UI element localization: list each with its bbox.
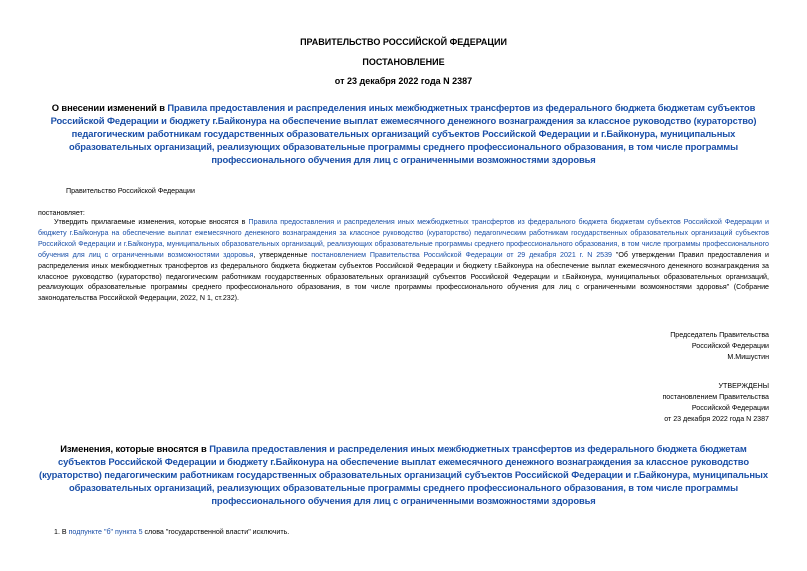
decree-link[interactable]: постановлением Правительства Российской Федерации от 29 декабря 2021 г. N 2539: [311, 250, 612, 259]
title-prefix: О внесении изменений в: [51, 102, 168, 113]
changes-title-link[interactable]: Правила предоставления и распределения иных межбюджетных трансфертов из федерального бюджета бюджетам субъектов Российской Федерации и бюджету г.Байконура на обеспечение выплат ежемесячного денежного вознаграждения за классное руководство (кураторство) педагогическим работникам государственных образовательных организаций субъектов Российской Федерации и г.Байконура, муниципальных образовательных организаций, реализующих образовательные программы среднего профессионального образования, в том числе программы профессионального обучения для лиц с ограниченными возможностями здоровья: [39, 443, 768, 506]
rules-link[interactable]: Правила предоставления и распределения иных межбюджетных трансфертов из федерального бюджета бюджетам субъектов Российской Федерации и бюджету г.Байконура на обеспечение выплат ежемесячного денежного вознаграждения за классное руководство (кураторство) педагогическим работникам государственных образовательных организаций субъектов Российской Федерации и г.Байконура, муниципальных образовательных организаций, реализующих образовательные программы среднего профессионального образования, в том числе программы профессионального обучения для лиц с ограниченными возможностями здоровья: [38, 218, 769, 259]
doc-type: ПОСТАНОВЛЕНИЕ: [362, 57, 445, 67]
government-line: Правительство Российской Федерации: [66, 187, 195, 195]
government-header: ПРАВИТЕЛЬСТВО РОССИЙСКОЙ ФЕДЕРАЦИИ: [300, 37, 507, 47]
changes-title: [38, 442, 769, 507]
item1-suffix: слова "государственной власти" исключить.: [142, 528, 290, 536]
doc-date-number: от 23 декабря 2022 года N 2387: [334, 76, 473, 86]
signature-name: М.Мишустин: [727, 352, 769, 361]
main-paragraph: [38, 217, 769, 304]
item1-subclause-link[interactable]: подпункте "б" пункта 5: [68, 528, 143, 536]
approved-line-4: от 23 декабря 2022 года N 2387: [664, 414, 769, 423]
signature-line-2: Российской Федерации: [691, 341, 769, 350]
approved-line-3: Российской Федерации: [691, 403, 769, 412]
approved-line-2: постановлением Правительства: [662, 392, 769, 401]
signature-line-1: Председатель Правительства: [670, 331, 769, 339]
para-text-a: Утвердить прилагаемые изменения, которые вносятся в: [54, 218, 249, 226]
para-text-c: "Об утверждении Правил предоставления и распределения иных межбюджетных трансфертов из федерального бюджета бюджетам субъектов Российской Федерации и бюджету г.Байконура на обеспечение выплат ежемесячного денежного вознаграждения за классное руководство (кураторство) педагогическим работникам государственных образовательных организаций субъектов Российской Федерации и г.Байконура, муниципальных образовательных организаций, реализующих образовательные программы среднего профессионального образования, в том числе программы профессионального обучения для лиц с ограниченными возможностями здоровья" (Собрание законодательства Российской Федерации, 2022, N 1, ст.232).: [38, 250, 770, 303]
resolves-word: постановляет:: [38, 209, 85, 217]
approved-block: [662, 381, 769, 425]
signature-block: [670, 330, 769, 363]
title-rules-link[interactable]: Правила предоставления и распределения иных межбюджетных трансфертов из федерального бюджета бюджетам субъектов Российской Федерации и бюджету г.Байконура на обеспечение выплат ежемесячного денежного вознаграждения за классное руководство (кураторство) педагогическим работникам государственных образовательных организаций субъектов Российской Федерации и г.Байконура, муниципальных образовательных организаций, реализующих образовательные программы среднего профессионального образования, в том числе программы профессионального обучения для лиц с ограниченными возможностями здоровья: [50, 102, 757, 165]
para-text-b: , утвержденные: [253, 250, 312, 259]
approved-line-1: УТВЕРЖДЕНЫ: [718, 382, 769, 390]
change-item-1: [54, 527, 289, 538]
item1-prefix: 1. В: [54, 528, 69, 536]
resolution-title: [38, 101, 769, 166]
changes-title-prefix: Изменения, которые вносятся в: [60, 443, 210, 454]
